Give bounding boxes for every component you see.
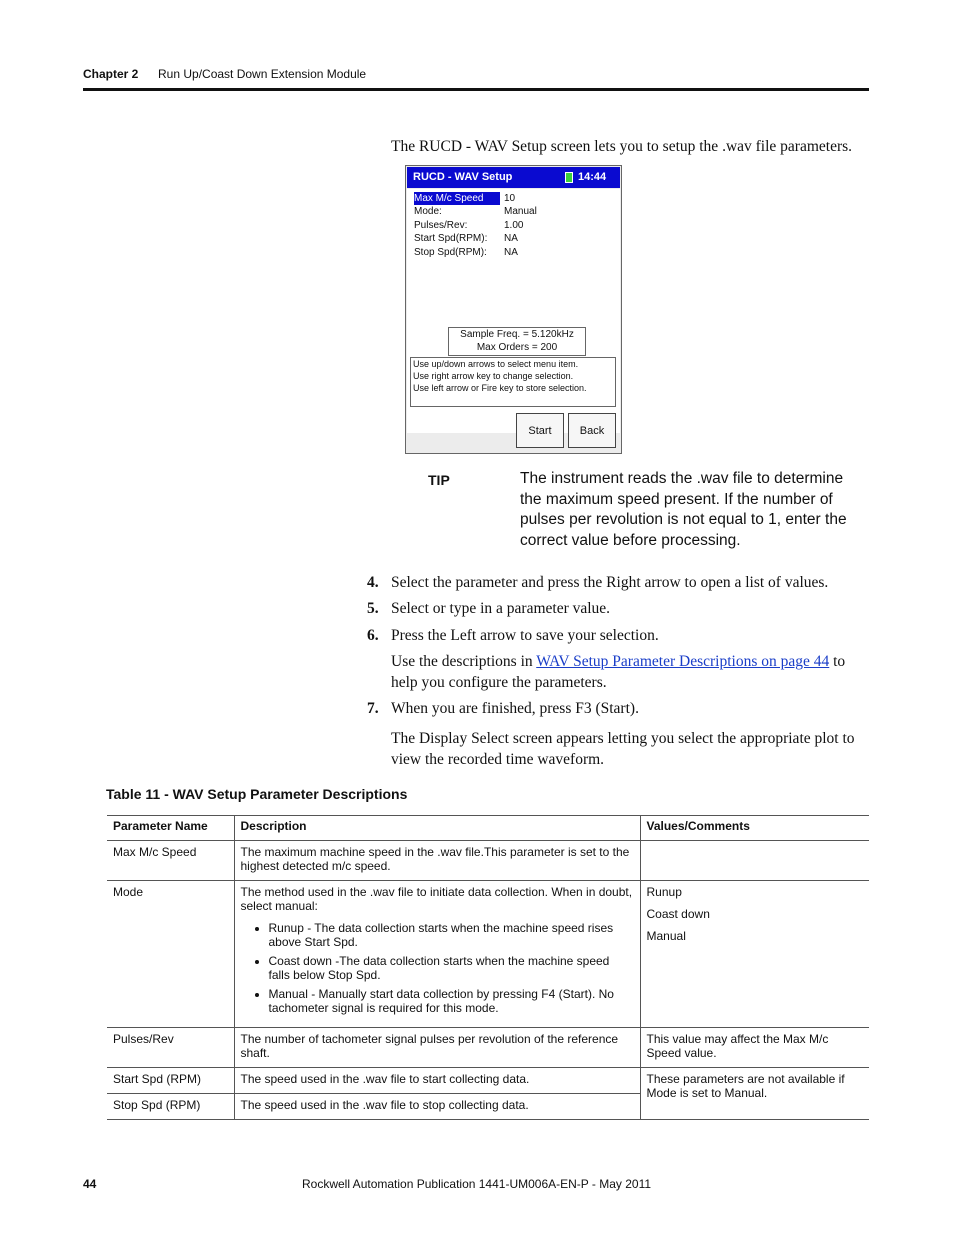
mode-desc: The method used in the .wav file to initiate data collection. When in doubt, select manual: (240, 885, 633, 913)
param-label: Mode: (414, 206, 442, 217)
table-row (107, 841, 869, 881)
table-row (107, 1028, 869, 1068)
help-box (410, 357, 616, 407)
param-label: Max M/c Speed (414, 192, 500, 205)
description-cell: The number of tachometer signal pulses per revolution of the reference shaft. (234, 1028, 640, 1068)
help-line: Use left arrow or Fire key to store selection. (413, 383, 587, 393)
use-desc-after: to help you configure the parameters. (391, 653, 846, 691)
use-desc-before: Use the descriptions in (391, 653, 537, 670)
device-time: 14:44 (578, 171, 607, 183)
param-value: 1.00 (504, 220, 524, 231)
step-number: 5. (367, 600, 379, 617)
values-cell (640, 841, 869, 881)
bullet-item: • Manual - Manually start data collection by pressing F4 (Start). No tachometer signal is required for this mode. (269, 987, 634, 1015)
param-name-cell: Start Spd (RPM) (107, 1068, 234, 1094)
device-title: RUCD - WAV Setup (413, 171, 513, 183)
param-label: Stop Spd(RPM): (414, 247, 487, 258)
header-rule (83, 88, 869, 91)
step-number: 4. (367, 574, 379, 591)
step-number: 7. (367, 700, 379, 717)
chapter-title: Run Up/Coast Down Extension Module (158, 67, 367, 81)
intro-text: The RUCD - WAV Setup screen lets you to setup the .wav file parameters. (391, 138, 853, 155)
step-text: Press the Left arrow to save your selection. (391, 627, 659, 644)
device-body (407, 189, 620, 433)
bullet-item: • Runup - The data collection starts when the machine speed rises above Start Spd. (269, 921, 634, 949)
page-number: 44 (83, 1177, 97, 1191)
param-label: Pulses/Rev: (414, 220, 468, 231)
description-cell: The speed used in the .wav file to stop collecting data. (234, 1094, 640, 1120)
description-cell: The maximum machine speed in the .wav file.This parameter is set to the highest detected m/c speed. (234, 841, 640, 881)
values-cell (640, 881, 869, 1028)
value-option: Coast down (646, 907, 710, 921)
column-header: Description (234, 816, 640, 841)
help-line: Use right arrow key to change selection. (413, 371, 574, 381)
sample-freq: Sample Freq. = 5.120kHz (460, 329, 574, 340)
device-title-bar (407, 167, 620, 188)
param-value: NA (504, 233, 518, 244)
description-cell (234, 881, 640, 1028)
tip-text: The instrument reads the .wav file to determine the maximum speed present. If the number of pulses per revolution is not equal to 1, enter the correct value before processing. (520, 470, 847, 549)
battery-icon (565, 172, 573, 183)
param-name-cell: Stop Spd (RPM) (107, 1094, 234, 1120)
publication-info: Rockwell Automation Publication 1441-UM006A-EN-P - May 2011 (302, 1177, 652, 1191)
parameter-table (107, 815, 869, 1120)
param-name-cell: Max M/c Speed (107, 841, 234, 881)
values-cell: This value may affect the Max M/c Speed value. (640, 1028, 869, 1068)
use-descriptions-text (391, 651, 871, 693)
mode-bullets (241, 921, 634, 1015)
max-orders: Max Orders = 200 (476, 342, 558, 353)
param-label: Start Spd(RPM): (414, 233, 488, 244)
table-header-row (107, 816, 869, 841)
param-name-cell: Pulses/Rev (107, 1028, 234, 1068)
step-text: Select the parameter and press the Right arrow to open a list of values. (391, 574, 829, 591)
tip-label: TIP (428, 472, 450, 488)
table-row (107, 1068, 869, 1094)
column-header: Parameter Name (107, 816, 234, 841)
values-cell: These parameters are not available if Mode is set to Manual. (640, 1068, 869, 1120)
display-select-text: The Display Select screen appears letting you select the appropriate plot to view the recorded time waveform. (391, 730, 855, 768)
param-value: 10 (504, 193, 516, 204)
param-value: Manual (504, 206, 537, 217)
table-caption: Table 11 - WAV Setup Parameter Descriptions (106, 786, 408, 802)
table-row (107, 881, 869, 1028)
param-value: NA (504, 247, 518, 258)
description-cell: The speed used in the .wav file to start collecting data. (234, 1068, 640, 1094)
step-text: When you are finished, press F3 (Start). (391, 700, 639, 717)
value-option: Manual (646, 929, 686, 943)
chapter-label: Chapter 2 (83, 67, 139, 81)
value-option: Runup (646, 885, 682, 899)
param-name-cell: Mode (107, 881, 234, 1028)
back-button[interactable]: Back (568, 413, 616, 448)
bullet-item: • Coast down -The data collection starts when the machine speed falls below Stop Spd. (269, 954, 634, 982)
wav-setup-link[interactable]: WAV Setup Parameter Descriptions on page 44 (536, 653, 830, 670)
column-header: Values/Comments (640, 816, 869, 841)
help-line: Use up/down arrows to select menu item. (413, 359, 579, 369)
step-text: Select or type in a parameter value. (391, 600, 611, 617)
sample-info-box (448, 327, 586, 356)
step-number: 6. (367, 627, 379, 644)
device-screenshot (405, 165, 622, 454)
start-button[interactable]: Start (516, 413, 564, 448)
